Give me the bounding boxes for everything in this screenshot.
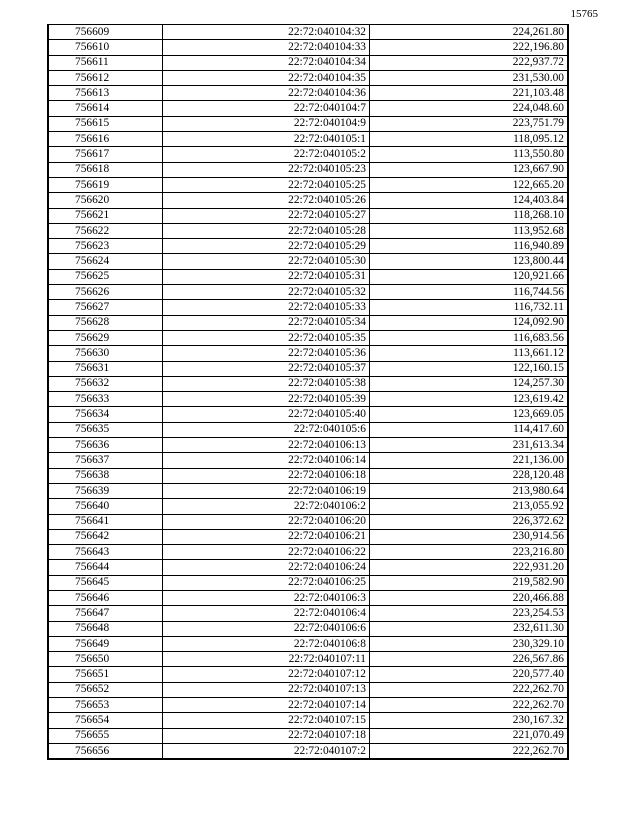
row-number-cell: 756610 (48, 40, 163, 55)
table-row (48, 177, 568, 192)
amount-cell: 124,257.30 (370, 376, 569, 391)
cadastral-number-cell: 22:72:040105:37 (163, 361, 370, 376)
table-row (48, 285, 568, 300)
row-number-cell: 756631 (48, 361, 163, 376)
table-row (48, 25, 568, 40)
amount-cell: 222,262.70 (370, 743, 569, 759)
table-body (48, 25, 568, 760)
cadastral-number-cell: 22:72:040105:31 (163, 269, 370, 284)
cadastral-number-cell: 22:72:040107:2 (163, 743, 370, 759)
table-row (48, 575, 568, 590)
cadastral-number-cell: 22:72:040104:33 (163, 40, 370, 55)
row-number-cell: 756632 (48, 376, 163, 391)
row-number-cell: 756655 (48, 728, 163, 743)
cadastral-number-cell: 22:72:040105:2 (163, 147, 370, 162)
table-row (48, 70, 568, 85)
cadastral-number-cell: 22:72:040107:14 (163, 698, 370, 713)
table-row (48, 713, 568, 728)
table-row (48, 346, 568, 361)
cadastral-number-cell: 22:72:040106:20 (163, 514, 370, 529)
amount-cell: 124,403.84 (370, 193, 569, 208)
table-row (48, 223, 568, 238)
cadastral-number-cell: 22:72:040104:9 (163, 116, 370, 131)
data-table (47, 24, 569, 760)
table-row (48, 499, 568, 514)
row-number-cell: 756613 (48, 86, 163, 101)
table-row (48, 422, 568, 437)
cadastral-number-cell: 22:72:040107:18 (163, 728, 370, 743)
amount-cell: 222,196.80 (370, 40, 569, 55)
amount-cell: 113,550.80 (370, 147, 569, 162)
row-number-cell: 756615 (48, 116, 163, 131)
row-number-cell: 756622 (48, 223, 163, 238)
cadastral-number-cell: 22:72:040104:7 (163, 101, 370, 116)
row-number-cell: 756635 (48, 422, 163, 437)
row-number-cell: 756654 (48, 713, 163, 728)
cadastral-number-cell: 22:72:040104:35 (163, 70, 370, 85)
amount-cell: 231,530.00 (370, 70, 569, 85)
table-row (48, 407, 568, 422)
amount-cell: 226,372.62 (370, 514, 569, 529)
cadastral-number-cell: 22:72:040106:25 (163, 575, 370, 590)
amount-cell: 124,092.90 (370, 315, 569, 330)
row-number-cell: 756648 (48, 621, 163, 636)
table-row (48, 269, 568, 284)
row-number-cell: 756642 (48, 529, 163, 544)
amount-cell: 120,921.66 (370, 269, 569, 284)
amount-cell: 232,611.30 (370, 621, 569, 636)
row-number-cell: 756624 (48, 254, 163, 269)
cadastral-number-cell: 22:72:040106:24 (163, 560, 370, 575)
table-row (48, 315, 568, 330)
table-row (48, 560, 568, 575)
table-row (48, 652, 568, 667)
cadastral-number-cell: 22:72:040106:21 (163, 529, 370, 544)
table-row (48, 147, 568, 162)
amount-cell: 213,055.92 (370, 499, 569, 514)
table-row (48, 193, 568, 208)
amount-cell: 116,940.89 (370, 239, 569, 254)
table-row (48, 86, 568, 101)
amount-cell: 226,567.86 (370, 652, 569, 667)
cadastral-number-cell: 22:72:040105:25 (163, 177, 370, 192)
row-number-cell: 756630 (48, 346, 163, 361)
amount-cell: 224,261.80 (370, 25, 569, 40)
cadastral-number-cell: 22:72:040107:15 (163, 713, 370, 728)
row-number-cell: 756653 (48, 698, 163, 713)
amount-cell: 223,254.53 (370, 606, 569, 621)
table-row (48, 606, 568, 621)
table-row (48, 330, 568, 345)
row-number-cell: 756634 (48, 407, 163, 422)
row-number-cell: 756611 (48, 55, 163, 70)
row-number-cell: 756651 (48, 667, 163, 682)
cadastral-number-cell: 22:72:040106:2 (163, 499, 370, 514)
cadastral-number-cell: 22:72:040106:3 (163, 590, 370, 605)
cadastral-number-cell: 22:72:040104:36 (163, 86, 370, 101)
row-number-cell: 756616 (48, 132, 163, 147)
row-number-cell: 756621 (48, 208, 163, 223)
cadastral-number-cell: 22:72:040107:13 (163, 682, 370, 697)
amount-cell: 122,160.15 (370, 361, 569, 376)
table-row (48, 483, 568, 498)
row-number-cell: 756646 (48, 590, 163, 605)
cadastral-number-cell: 22:72:040106:4 (163, 606, 370, 621)
row-number-cell: 756647 (48, 606, 163, 621)
table-row (48, 101, 568, 116)
amount-cell: 223,216.80 (370, 545, 569, 560)
amount-cell: 222,937.72 (370, 55, 569, 70)
row-number-cell: 756629 (48, 330, 163, 345)
table-row (48, 376, 568, 391)
table-row (48, 392, 568, 407)
table-row (48, 300, 568, 315)
table-row (48, 361, 568, 376)
row-number-cell: 756652 (48, 682, 163, 697)
table-row (48, 728, 568, 743)
row-number-cell: 756620 (48, 193, 163, 208)
table-row (48, 132, 568, 147)
row-number-cell: 756623 (48, 239, 163, 254)
cadastral-number-cell: 22:72:040105:36 (163, 346, 370, 361)
amount-cell: 118,268.10 (370, 208, 569, 223)
cadastral-number-cell: 22:72:040105:27 (163, 208, 370, 223)
cadastral-number-cell: 22:72:040105:35 (163, 330, 370, 345)
cadastral-number-cell: 22:72:040105:34 (163, 315, 370, 330)
table-row (48, 453, 568, 468)
cadastral-number-cell: 22:72:040105:29 (163, 239, 370, 254)
cadastral-number-cell: 22:72:040105:26 (163, 193, 370, 208)
amount-cell: 123,800.44 (370, 254, 569, 269)
row-number-cell: 756638 (48, 468, 163, 483)
row-number-cell: 756656 (48, 743, 163, 759)
page-number: 15765 (570, 8, 598, 20)
amount-cell: 221,070.49 (370, 728, 569, 743)
table-row (48, 743, 568, 759)
table-row (48, 116, 568, 131)
amount-cell: 123,619.42 (370, 392, 569, 407)
amount-cell: 221,103.48 (370, 86, 569, 101)
amount-cell: 123,669.05 (370, 407, 569, 422)
row-number-cell: 756643 (48, 545, 163, 560)
row-number-cell: 756628 (48, 315, 163, 330)
row-number-cell: 756645 (48, 575, 163, 590)
amount-cell: 220,466.88 (370, 590, 569, 605)
cadastral-number-cell: 22:72:040104:32 (163, 25, 370, 40)
table-row (48, 208, 568, 223)
cadastral-number-cell: 22:72:040105:38 (163, 376, 370, 391)
table-row (48, 682, 568, 697)
cadastral-number-cell: 22:72:040106:6 (163, 621, 370, 636)
amount-cell: 223,751.79 (370, 116, 569, 131)
amount-cell: 122,665.20 (370, 177, 569, 192)
amount-cell: 230,329.10 (370, 636, 569, 651)
amount-cell: 222,931.20 (370, 560, 569, 575)
amount-cell: 113,952.68 (370, 223, 569, 238)
cadastral-number-cell: 22:72:040106:18 (163, 468, 370, 483)
cadastral-number-cell: 22:72:040106:8 (163, 636, 370, 651)
cadastral-number-cell: 22:72:040105:40 (163, 407, 370, 422)
row-number-cell: 756627 (48, 300, 163, 315)
cadastral-number-cell: 22:72:040104:34 (163, 55, 370, 70)
cadastral-number-cell: 22:72:040105:28 (163, 223, 370, 238)
table-row (48, 545, 568, 560)
table-row (48, 438, 568, 453)
table-row (48, 667, 568, 682)
cadastral-number-cell: 22:72:040105:1 (163, 132, 370, 147)
row-number-cell: 756617 (48, 147, 163, 162)
table-row (48, 239, 568, 254)
cadastral-number-cell: 22:72:040105:30 (163, 254, 370, 269)
amount-cell: 114,417.60 (370, 422, 569, 437)
amount-cell: 219,582.90 (370, 575, 569, 590)
row-number-cell: 756625 (48, 269, 163, 284)
amount-cell: 116,732.11 (370, 300, 569, 315)
amount-cell: 224,048.60 (370, 101, 569, 116)
amount-cell: 123,667.90 (370, 162, 569, 177)
row-number-cell: 756626 (48, 285, 163, 300)
row-number-cell: 756650 (48, 652, 163, 667)
table-row (48, 55, 568, 70)
cadastral-number-cell: 22:72:040106:19 (163, 483, 370, 498)
cadastral-number-cell: 22:72:040105:6 (163, 422, 370, 437)
amount-cell: 220,577.40 (370, 667, 569, 682)
cadastral-number-cell: 22:72:040107:11 (163, 652, 370, 667)
table-row (48, 514, 568, 529)
row-number-cell: 756609 (48, 25, 163, 40)
row-number-cell: 756619 (48, 177, 163, 192)
row-number-cell: 756612 (48, 70, 163, 85)
cadastral-number-cell: 22:72:040106:14 (163, 453, 370, 468)
table-row (48, 636, 568, 651)
table-row (48, 621, 568, 636)
row-number-cell: 756640 (48, 499, 163, 514)
row-number-cell: 756637 (48, 453, 163, 468)
amount-cell: 222,262.70 (370, 698, 569, 713)
row-number-cell: 756641 (48, 514, 163, 529)
row-number-cell: 756639 (48, 483, 163, 498)
row-number-cell: 756618 (48, 162, 163, 177)
cadastral-number-cell: 22:72:040105:39 (163, 392, 370, 407)
table-row (48, 590, 568, 605)
table-row (48, 254, 568, 269)
row-number-cell: 756633 (48, 392, 163, 407)
amount-cell: 222,262.70 (370, 682, 569, 697)
amount-cell: 113,661.12 (370, 346, 569, 361)
table-row (48, 40, 568, 55)
table-row (48, 529, 568, 544)
cadastral-number-cell: 22:72:040106:22 (163, 545, 370, 560)
row-number-cell: 756644 (48, 560, 163, 575)
cadastral-number-cell: 22:72:040107:12 (163, 667, 370, 682)
amount-cell: 230,167.32 (370, 713, 569, 728)
cadastral-number-cell: 22:72:040105:33 (163, 300, 370, 315)
cadastral-number-cell: 22:72:040105:23 (163, 162, 370, 177)
row-number-cell: 756636 (48, 438, 163, 453)
amount-cell: 116,683.56 (370, 330, 569, 345)
table-row (48, 162, 568, 177)
amount-cell: 228,120.48 (370, 468, 569, 483)
table-row (48, 698, 568, 713)
cadastral-number-cell: 22:72:040106:13 (163, 438, 370, 453)
table-row (48, 468, 568, 483)
amount-cell: 116,744.56 (370, 285, 569, 300)
amount-cell: 118,095.12 (370, 132, 569, 147)
amount-cell: 231,613.34 (370, 438, 569, 453)
cadastral-number-cell: 22:72:040105:32 (163, 285, 370, 300)
row-number-cell: 756614 (48, 101, 163, 116)
amount-cell: 213,980.64 (370, 483, 569, 498)
amount-cell: 230,914.56 (370, 529, 569, 544)
row-number-cell: 756649 (48, 636, 163, 651)
amount-cell: 221,136.00 (370, 453, 569, 468)
